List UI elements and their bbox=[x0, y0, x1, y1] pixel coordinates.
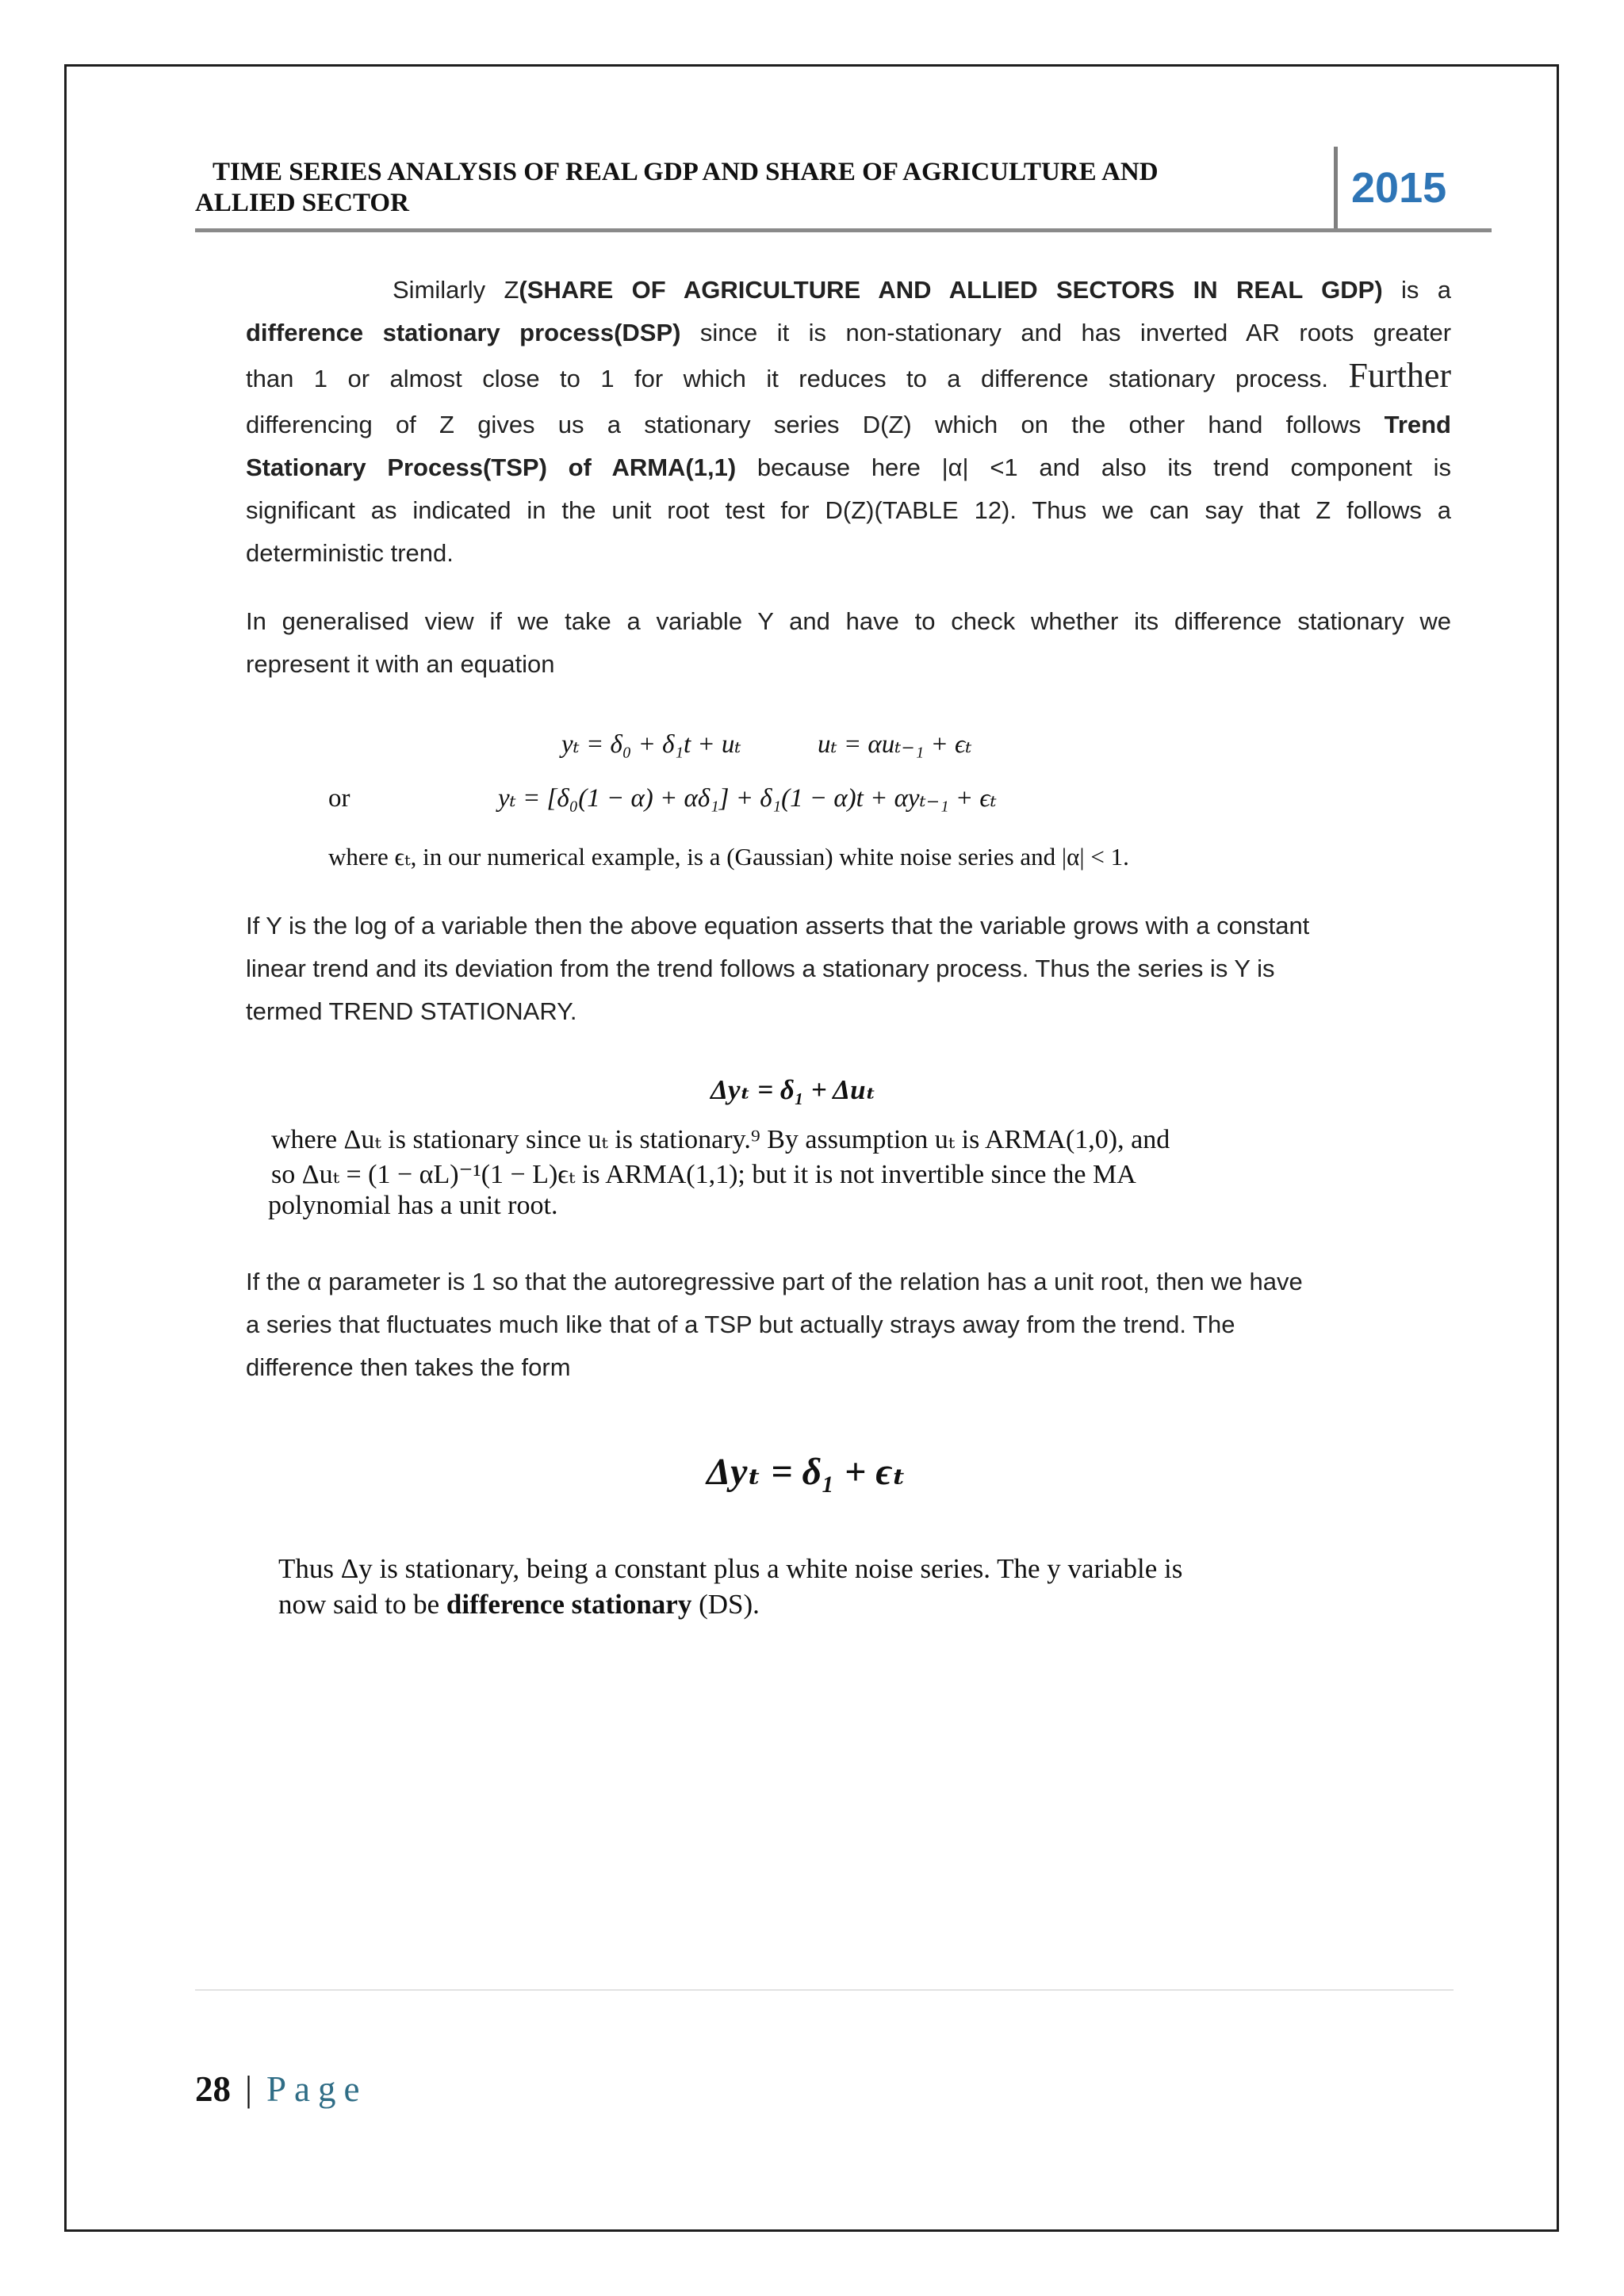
header-year: 2015 bbox=[1351, 164, 1447, 212]
paragraph-bold-text: difference stationary process(DSP) bbox=[246, 319, 681, 346]
equation-note: where ϵₜ, in our numerical example, is a (Gaussian) white noise series and |α| < 1. bbox=[328, 843, 1129, 871]
paragraph-text: is a bbox=[1382, 276, 1451, 304]
paragraph-text: because here |α| <1 and also its trend component is bbox=[736, 453, 1452, 481]
paragraph-3-line-1: If Y is the log of a variable then the above equation asserts that the variable grows with a constant bbox=[246, 912, 1310, 939]
paragraph-4-line-1: If the α parameter is 1 so that the autoregressive part of the relation has a unit root, then we have bbox=[246, 1268, 1303, 1295]
paragraph-3 bbox=[246, 905, 1451, 1033]
paragraph-1-line-3 bbox=[246, 354, 1451, 404]
conclusion-bold-text: difference stationary bbox=[446, 1589, 692, 1620]
equation-error-ar1: uₜ = αuₜ₋₁ + ϵₜ bbox=[818, 730, 972, 759]
paragraph-2-line-1: In generalised view if we take a variable Y and have to check whether its difference stationary we bbox=[246, 607, 1451, 635]
header-title-line-1: TIME SERIES ANALYSIS OF REAL GDP AND SHARE OF AGRICULTURE AND bbox=[213, 158, 1159, 186]
paragraph-text: differencing of Z gives us a stationary series D(Z) which on the other hand follows bbox=[246, 411, 1385, 438]
conclusion-line-2 bbox=[278, 1587, 760, 1622]
paragraph-2 bbox=[246, 600, 1451, 686]
paragraph-1 bbox=[246, 269, 1451, 575]
paragraph-1-line-4 bbox=[246, 404, 1451, 446]
paragraph-1-line-5 bbox=[246, 446, 1451, 489]
paragraph-1-line-2 bbox=[246, 312, 1451, 354]
paragraph-serif-word: Further bbox=[1348, 356, 1451, 395]
equation-difference-stationary: Δyₜ = δ₁ + ϵₜ bbox=[707, 1451, 906, 1493]
equation-text-line-2: so Δuₜ = (1 − αL)⁻¹(1 − L)ϵₜ is ARMA(1,1); but it is not invertible since the MA bbox=[271, 1160, 1136, 1189]
paragraph-text: than 1 or almost close to 1 for which it reduces to a difference stationary process. bbox=[246, 365, 1349, 392]
conclusion-text: now said to be bbox=[278, 1589, 446, 1620]
page-separator: | bbox=[245, 2069, 253, 2109]
equation-or-label: or bbox=[328, 784, 350, 813]
header-title-line-2: ALLIED SECTOR bbox=[195, 189, 409, 217]
page-footer bbox=[195, 2068, 368, 2110]
paragraph-4 bbox=[246, 1261, 1451, 1389]
paragraph-bold-text: Trend bbox=[1384, 411, 1451, 438]
footer-rule bbox=[195, 1989, 1454, 1991]
paragraph-4-line-2: a series that fluctuates much like that of a TSP but actually strays away from the trend. The bbox=[246, 1311, 1235, 1338]
paragraph-bold-text: Stationary Process(TSP) of ARMA(1,1) bbox=[246, 453, 737, 481]
conclusion-text: (DS). bbox=[691, 1589, 760, 1620]
paragraph-3-line-2: linear trend and its deviation from the trend follows a stationary process. Thus the series is Y is bbox=[246, 955, 1275, 982]
paragraph-3-line-3: termed TREND STATIONARY. bbox=[246, 997, 577, 1025]
page-number: 28 bbox=[195, 2069, 231, 2109]
equation-text-line-3: polynomial has a unit root. bbox=[268, 1191, 558, 1220]
equation-combined: yₜ = [δ₀(1 − α) + αδ₁] + δ₁(1 − α)t + αyₜ₋₁ + ϵₜ bbox=[498, 784, 997, 813]
equation-text-line-1: where Δuₜ is stationary since uₜ is stationary.⁹ By assumption uₜ is ARMA(1,0), and bbox=[271, 1125, 1170, 1154]
paragraph-text: since it is non-stationary and has inverted AR roots greater bbox=[680, 319, 1452, 346]
page-label: Page bbox=[266, 2069, 368, 2109]
header-divider bbox=[1334, 147, 1338, 232]
paragraph-text: Similarly Z bbox=[393, 276, 519, 304]
header-rule bbox=[195, 228, 1492, 232]
paragraph-2-line-2: represent it with an equation bbox=[246, 650, 555, 678]
conclusion-line-1: Thus Δy is stationary, being a constant plus a white noise series. The y variable is bbox=[278, 1553, 1183, 1584]
paragraph-1-line-7: deterministic trend. bbox=[246, 539, 454, 567]
paragraph-1-line-6: significant as indicated in the unit root test for D(Z)(TABLE 12). Thus we can say that Z follows a bbox=[246, 496, 1451, 524]
equation-first-difference: Δyₜ = δ₁ + Δuₜ bbox=[710, 1074, 876, 1105]
equation-trend-model: yₜ = δ₀ + δ₁t + uₜ bbox=[561, 730, 741, 759]
paragraph-1-line-1 bbox=[246, 269, 1451, 312]
paragraph-4-line-3: difference then takes the form bbox=[246, 1353, 571, 1381]
paragraph-bold-text: (SHARE OF AGRICULTURE AND ALLIED SECTORS IN REAL GDP) bbox=[519, 276, 1383, 304]
